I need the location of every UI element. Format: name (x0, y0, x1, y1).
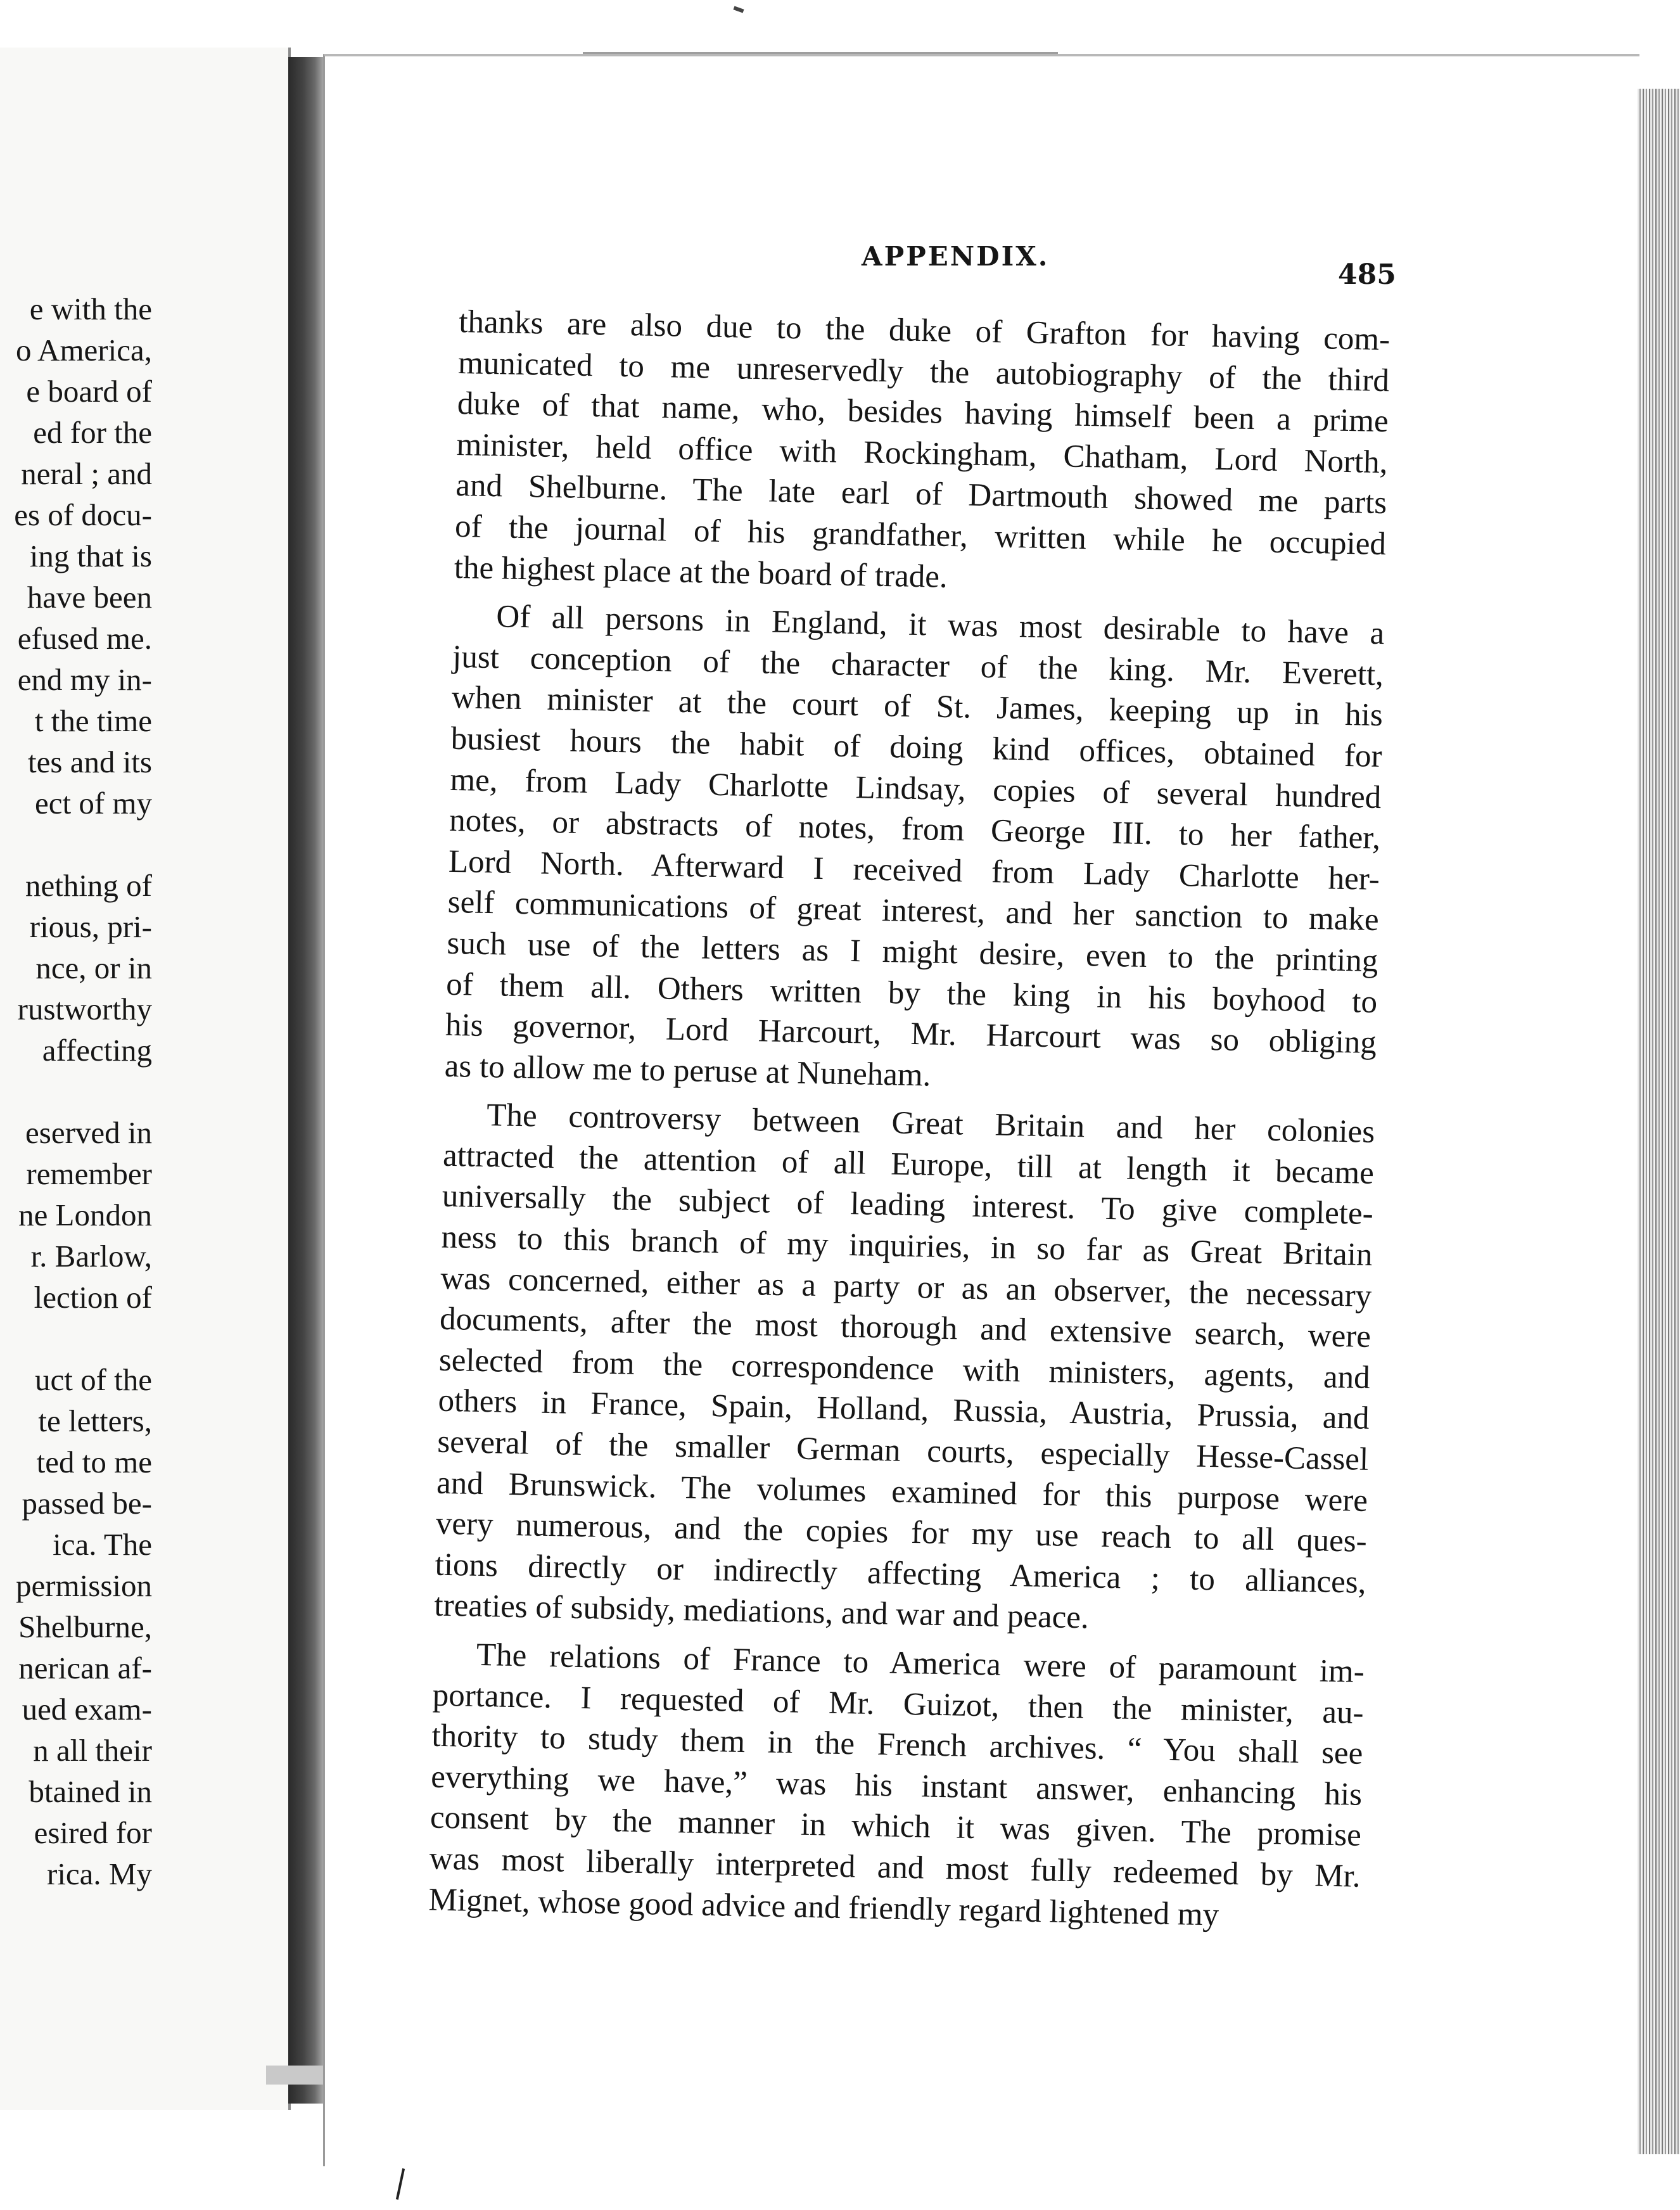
left-page-line: neral ; and (21, 456, 152, 491)
text-line: notes, or abstracts of notes, from George III. to her father, (449, 802, 1381, 857)
text-line: consent by the manner in which it was given. The promise (430, 1799, 1362, 1854)
text-line: municated to me unreservedly the autobiography of the third (457, 345, 1390, 399)
scan-mark (396, 2168, 405, 2200)
text-line: attracted the attention of all Europe, till at length it became (442, 1137, 1375, 1191)
page-number: 485 (1338, 259, 1396, 291)
text-line: tions directly or indirectly affecting America ; to alliances, (435, 1547, 1366, 1600)
left-page-line: permission (15, 1568, 152, 1603)
text-line: ness to this branch of my inquiries, in so far as Great Britain (441, 1219, 1373, 1274)
left-page-line: r. Barlow, (30, 1239, 152, 1274)
left-page-line: t the time (34, 703, 152, 738)
left-page-line: e with the (29, 291, 152, 326)
left-page-line: e board of (26, 374, 152, 409)
left-page-text (0, 288, 152, 1894)
text-line: when minister at the court of St. James, keeping up in his (451, 680, 1384, 734)
left-page-line: rica. My (47, 1856, 152, 1891)
left-page-line: nerican af- (18, 1651, 152, 1685)
text-line: Mignet, whose good advice and friendly regard lightened my (428, 1882, 1219, 1933)
left-page-line: uct of the (34, 1362, 152, 1397)
left-page-line: ing that is (29, 539, 152, 573)
text-line: self communications of great interest, and her sanction to make (447, 885, 1380, 938)
text-line: Of all persons in England, it was most desirable to have a (495, 599, 1385, 652)
text-line: documents, after the most thorough and extensive search, were (439, 1301, 1371, 1355)
left-page-line: nething of (25, 868, 152, 903)
text-line: selected from the correspondence with ministers, agents, and (438, 1342, 1371, 1396)
text-line: everything we have,” was his instant answer, enhancing his (430, 1759, 1363, 1813)
book-gutter (288, 57, 326, 2104)
text-line: thanks are also due to the duke of Grafton for having com- (458, 303, 1390, 358)
left-page-line: efused me. (17, 621, 152, 656)
left-page-line: have been (27, 580, 152, 615)
paragraph (454, 302, 1390, 606)
text-line: others in France, Spain, Holland, Russia, Austria, Prussia, and (438, 1383, 1370, 1437)
left-page-line: affecting (42, 1033, 152, 1068)
text-line: was most liberally interpreted and most fully redeemed by Mr. (429, 1841, 1361, 1894)
text-line: very numerous, and the copies for my use reach to all ques- (435, 1505, 1368, 1560)
left-page-line: passed be- (22, 1486, 152, 1521)
text-line: of the journal of his grandfather, written while he occupied (454, 508, 1387, 563)
paragraph (434, 1094, 1375, 1644)
left-page-line: tes and its (28, 744, 152, 779)
text-line: and Shelburne. The late earl of Dartmouth showed me parts (455, 468, 1387, 521)
running-head: APPENDIX. (862, 241, 1050, 272)
text-line: was concerned, either as a party or as an observer, the necessary (440, 1260, 1372, 1314)
left-page-line: ed for the (33, 415, 152, 450)
left-page-line: remember (26, 1156, 152, 1191)
left-page-line: ued exam- (22, 1692, 152, 1727)
left-page-line: o America, (16, 333, 152, 367)
text-line: several of the smaller German courts, especially Hesse-Cassel (436, 1424, 1369, 1478)
scan-speck (733, 6, 744, 13)
left-page-line: esired for (34, 1815, 152, 1850)
left-page-line (0, 1071, 152, 1112)
left-page-line: ne London (18, 1198, 152, 1232)
text-line: just conception of the character of the king. Mr. Everett, (452, 639, 1384, 693)
text-line: portance. I requested of Mr. Guizot, then the minister, au- (432, 1677, 1365, 1731)
left-page-line: Shelburne, (18, 1609, 152, 1644)
text-line: his governor, Lord Harcourt, Mr. Harcourt was so obliging (445, 1007, 1377, 1061)
left-page-line (0, 824, 152, 865)
left-page-line: ect of my (34, 786, 152, 821)
left-page-line: te letters, (38, 1403, 152, 1438)
text-line: The controversy between Great Britain and her colonies (486, 1097, 1375, 1151)
text-line: as to allow me to peruse at Nuneham. (444, 1048, 931, 1094)
paragraph (428, 1634, 1365, 1938)
text-line: The relations of France to America were of paramount im- (476, 1637, 1365, 1690)
text-line: minister, held office with Rockingham, Chatham, Lord North, (456, 426, 1388, 480)
left-page-line: es of docu- (14, 497, 152, 532)
left-page-line: rious, pri- (29, 909, 152, 944)
left-page-line: nce, or in (35, 950, 152, 985)
text-line: universally the subject of leading interest. To give complete- (442, 1178, 1374, 1232)
left-facing-page (0, 48, 291, 2110)
text-line: such use of the letters as I might desire, even to the printing (447, 925, 1378, 979)
text-line: of them all. Others written by the king in his boyhood to (445, 966, 1378, 1020)
left-page-line: rustworthy (17, 992, 152, 1026)
left-page-line: n all their (33, 1733, 152, 1768)
left-page-line: btained in (29, 1774, 152, 1809)
text-line: the highest place at the board of trade. (454, 549, 948, 595)
text-line: Lord North. Afterward I received from Lady Charlotte her- (448, 843, 1380, 897)
left-page-line: ted to me (36, 1445, 152, 1479)
text-line: me, from Lady Charlotte Lindsay, copies of several hundred (449, 762, 1382, 815)
text-line: treaties of subsidy, mediations, and war and peace. (433, 1588, 1090, 1636)
left-page-line: end my in- (17, 662, 152, 697)
left-page-line (0, 1318, 152, 1359)
left-page-line: eserved in (25, 1115, 152, 1150)
left-page-line: ica. The (53, 1527, 152, 1562)
text-line: thority to study them in the French archives. “ You shall see (431, 1718, 1363, 1772)
page-stack-edges (1638, 89, 1680, 2154)
paragraph (444, 596, 1385, 1104)
text-line: busiest hours the habit of doing kind offices, obtained for (450, 720, 1383, 775)
text-line: duke of that name, who, besides having himself been a prime (457, 386, 1389, 440)
body-text (428, 302, 1390, 1938)
left-page-line: lection of (34, 1280, 152, 1315)
text-line: and Brunswick. The volumes examined for this purpose were (436, 1465, 1368, 1519)
